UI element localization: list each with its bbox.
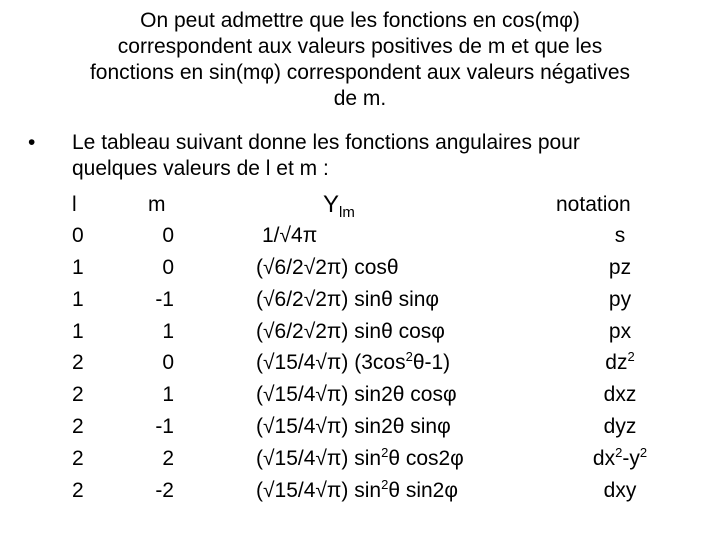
cell-l: 1 [72, 288, 84, 311]
cell-m: 0 [162, 256, 174, 279]
cell-l: 0 [72, 224, 84, 247]
cell-l: 2 [72, 479, 84, 502]
cell-ylm: (√6/2√2π) sinθ sinφ [256, 288, 440, 311]
table-row [0, 253, 720, 283]
cell-ylm: 1/√4π [262, 224, 318, 247]
cell-m: 1 [162, 320, 174, 343]
intro-line-4: de m. [333, 87, 387, 110]
table-row [0, 412, 720, 442]
table-row [0, 348, 720, 378]
cell-ylm: (√15/4√π) $\sin^2\theta$ sin2φ [256, 477, 458, 502]
table-row [0, 380, 720, 410]
cell-notation: dyz [603, 415, 637, 438]
cell-notation: $dx^2-y^2$ [592, 445, 648, 470]
table-row [0, 317, 720, 347]
cell-l: 2 [72, 351, 84, 374]
cell-m: 2 [162, 447, 174, 470]
bullet-text [72, 130, 702, 182]
cell-ylm: (√15/4√π) $\sin^2\theta$ cos2φ [256, 445, 464, 470]
header-m: m [148, 193, 166, 216]
table-row [0, 285, 720, 315]
cell-m: 0 [162, 224, 174, 247]
cell-l: 1 [72, 320, 84, 343]
table-row [0, 476, 720, 506]
cell-notation: dxy [603, 479, 637, 502]
cell-l: 1 [72, 256, 84, 279]
cell-ylm: (√15/4√π) $(3\cos^2\theta-1)$ [256, 349, 451, 374]
table-header [0, 190, 720, 220]
cell-m: -2 [155, 479, 174, 502]
cell-l: 2 [72, 383, 84, 406]
cell-m: 0 [162, 351, 174, 374]
header-notation: notation [556, 193, 631, 216]
cell-notation: pz [608, 256, 632, 279]
bullet-line-2: quelques valeurs de l et m : [72, 157, 329, 180]
cell-l: 2 [72, 415, 84, 438]
cell-m: 1 [162, 383, 174, 406]
intro-line-2: correspondent aux valeurs positives de m et que les [117, 35, 603, 58]
bullet-line-1: Le tableau suivant donne les fonctions angulaires pour [72, 131, 580, 154]
intro-line-3: fonctions en sin(mφ) correspondent aux valeurs négatives [89, 61, 631, 84]
header-ylm: $Y_{lm}$ [323, 191, 355, 221]
cell-notation: py [608, 288, 632, 311]
header-l: l [72, 193, 77, 216]
intro-paragraph [30, 8, 690, 112]
cell-notation: s [614, 224, 626, 247]
table-row [0, 444, 720, 474]
cell-notation: $dz^2$ [605, 349, 635, 374]
table-row [0, 221, 720, 251]
cell-l: 2 [72, 447, 84, 470]
cell-notation: px [608, 320, 632, 343]
cell-ylm: (√6/2√2π) sinθ cosφ [256, 320, 445, 343]
cell-notation: dxz [603, 383, 637, 406]
cell-m: -1 [155, 288, 174, 311]
cell-ylm: (√15/4√π) sin2θ sinφ [256, 415, 451, 438]
cell-m: -1 [155, 415, 174, 438]
intro-line-1: On peut admettre que les fonctions en cos(mφ) [140, 9, 580, 32]
cell-ylm: (√15/4√π) sin2θ cosφ [256, 383, 457, 406]
bullet-icon: • [28, 131, 36, 154]
cell-ylm: (√6/2√2π) cosθ [256, 256, 399, 279]
